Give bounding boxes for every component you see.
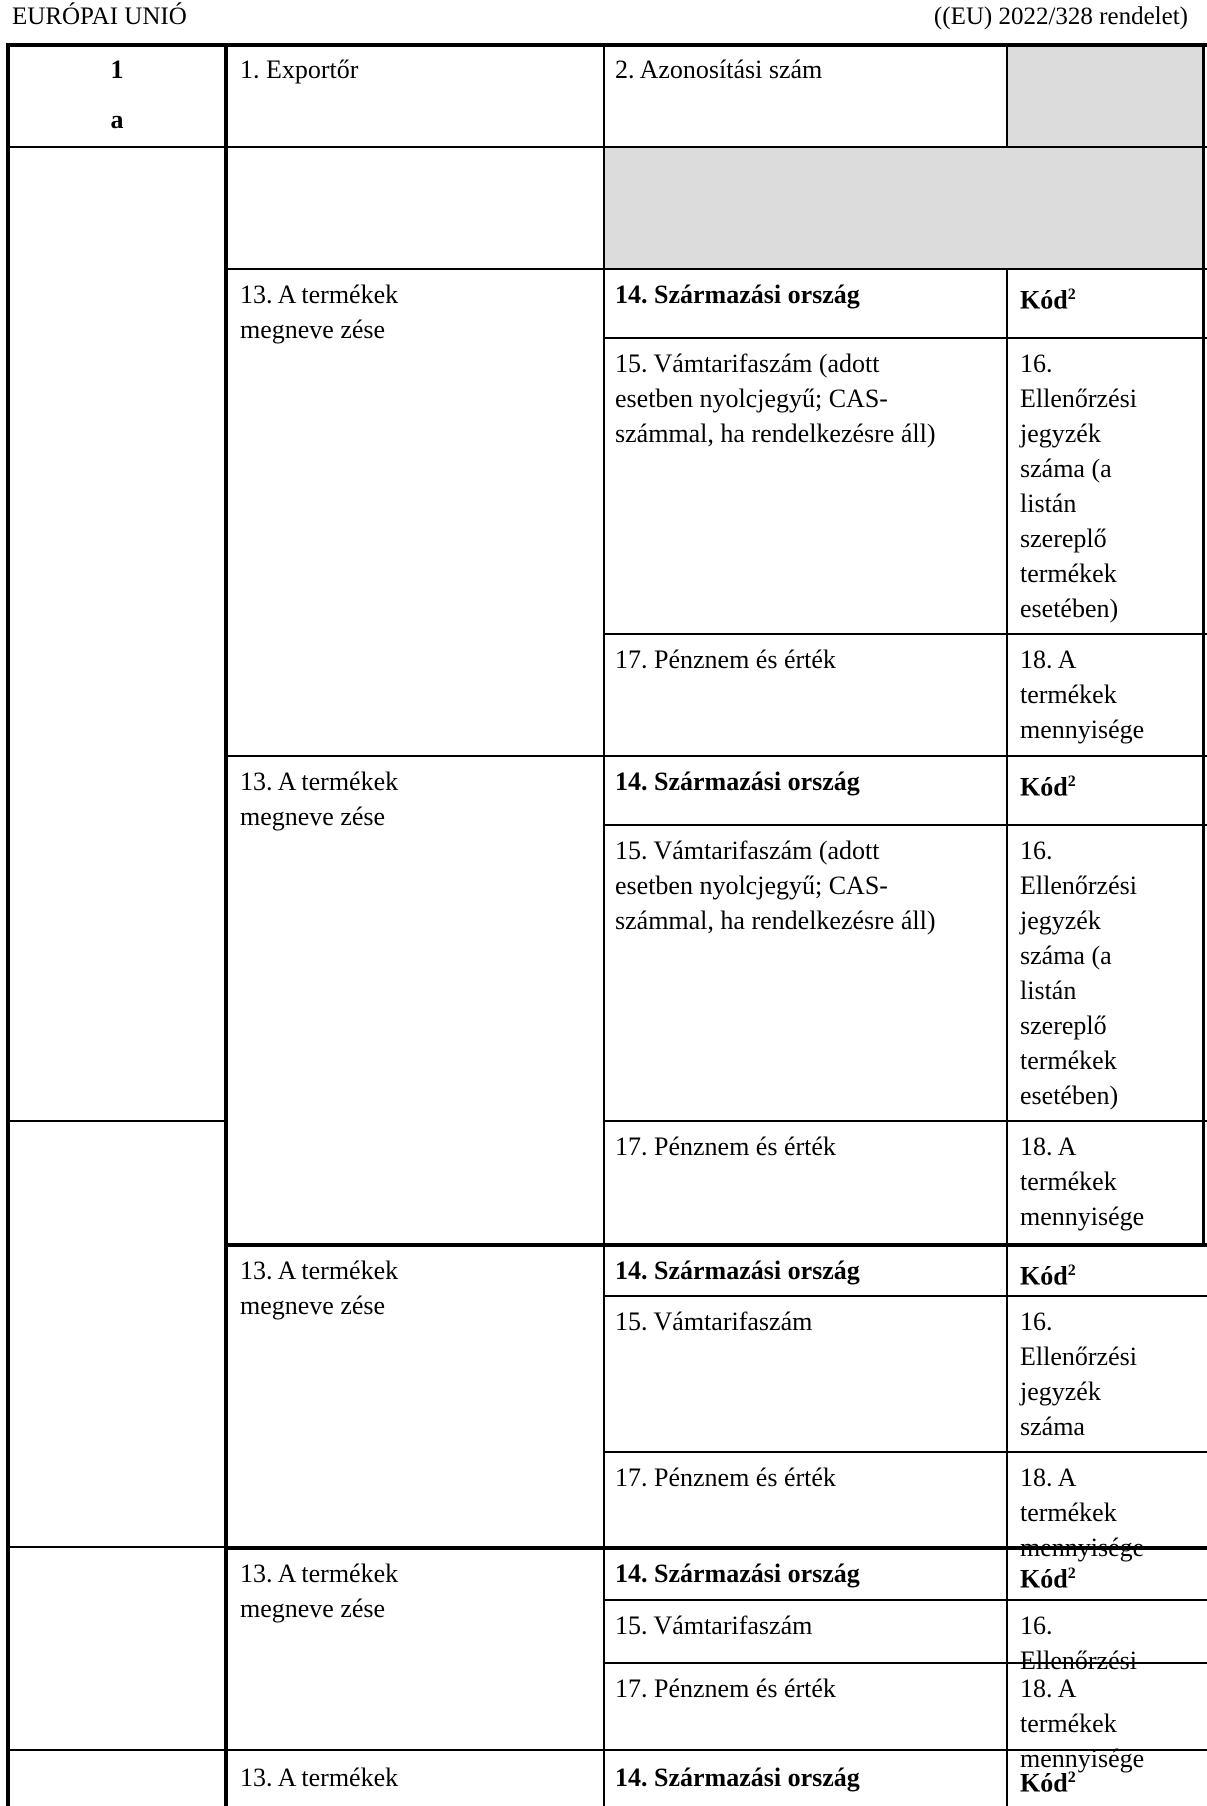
quantity-label: 18. A termékek mennyisége <box>1020 645 1145 744</box>
row-line-7 <box>604 1120 1207 1122</box>
currency-value-label: 17. Pénznem és érték <box>615 1463 836 1492</box>
checklist-number-label: 16. Ellenőrzési jegyzék száma (a listán szereplő termékek esetében) <box>1020 349 1137 623</box>
row-line-3 <box>604 337 1207 339</box>
shaded-cell-top-right <box>1007 46 1205 146</box>
goods-description-label: 13. A termékek megneve zése <box>240 767 399 831</box>
column-divider-3-top <box>1006 46 1008 148</box>
checklist-number-label: 16. Ellenőrzési jegyzék száma (a listán szereplő termékek esetében) <box>1020 836 1137 1110</box>
tariff-number-label: 15. Vámtarifaszám <box>615 1611 813 1640</box>
goods-description-label: 13. A termékek megneve zése <box>240 1256 399 1320</box>
box-number: 1 a <box>110 55 124 134</box>
page-header-left: EURÓPAI UNIÓ <box>12 3 187 30</box>
row-line-10 <box>604 1599 1207 1601</box>
code-label: Kód$^2$ <box>1020 1768 1076 1798</box>
code-label: Kód$^2$ <box>1020 1564 1076 1594</box>
goods-description-label: 13. A termékek <box>240 1763 399 1792</box>
tariff-number-label: 15. Vámtarifaszám (adott esetben nyolcjegyű; CAS- számmal, ha rendelkezésre áll) <box>615 349 936 448</box>
row-line-6 <box>604 824 1207 826</box>
quantity-label: 18. A termékek mennyisége <box>1020 1463 1145 1562</box>
code-label: Kód$^2$ <box>1020 285 1076 315</box>
row-line-5 <box>226 755 1207 757</box>
shaded-cell-row2 <box>604 148 1205 269</box>
checklist-number-label: 16. Ellenőrzési jegyzék száma <box>1020 1307 1137 1441</box>
quantity-label: 18. A termékek mennyisége <box>1020 1674 1145 1773</box>
currency-value-label: 17. Pénznem és érték <box>615 1132 836 1161</box>
code-label: Kód$^2$ <box>1020 772 1076 802</box>
currency-value-label: 17. Pénznem és érték <box>615 645 836 674</box>
checklist-number-label: 16. Ellenőrzési <box>1020 1611 1137 1675</box>
quantity-label: 18. A termékek mennyisége <box>1020 1132 1145 1231</box>
origin-country-label: 14. Származási ország <box>615 280 860 309</box>
tariff-number-label: 15. Vámtarifaszám (adott esetben nyolcjegyű; CAS- számmal, ha rendelkezésre áll) <box>615 836 936 935</box>
row-line-2 <box>226 268 1207 270</box>
row-line-4 <box>604 633 1207 635</box>
row-line-9 <box>604 1451 1207 1453</box>
table-top-border <box>6 43 1207 47</box>
table-right-border <box>1202 43 1205 1245</box>
regulation-reference: ((EU) 2022/328 rendelet) <box>933 3 1188 30</box>
block-divider-thick-1 <box>224 1243 1207 1247</box>
goods-description-label: 13. A termékek megneve zése <box>240 1559 399 1623</box>
tariff-number-label: 15. Vámtarifaszám <box>615 1307 813 1336</box>
exporter-label: 1. Exportőr <box>240 55 359 84</box>
currency-value-label: 17. Pénznem és érték <box>615 1674 836 1703</box>
row-line-8 <box>604 1295 1207 1297</box>
row-line-left-1 <box>8 1120 226 1122</box>
identification-number-label: 2. Azonosítási szám <box>615 55 823 84</box>
goods-description-label: 13. A termékek megneve zése <box>240 280 399 344</box>
origin-country-label: 14. Származási ország <box>615 767 860 796</box>
origin-country-label: 14. Származási ország <box>615 1559 860 1588</box>
column-divider-2 <box>603 46 605 1806</box>
origin-country-label: 14. Származási ország <box>615 1256 860 1285</box>
column-divider-1 <box>224 43 228 1806</box>
row-line-1 <box>8 146 1207 148</box>
table-left-border <box>6 43 10 1806</box>
code-label: Kód$^2$ <box>1020 1261 1076 1291</box>
row-line-left-2 <box>8 1546 226 1548</box>
origin-country-label: 14. Származási ország <box>615 1763 860 1792</box>
column-divider-3 <box>1006 268 1008 1806</box>
